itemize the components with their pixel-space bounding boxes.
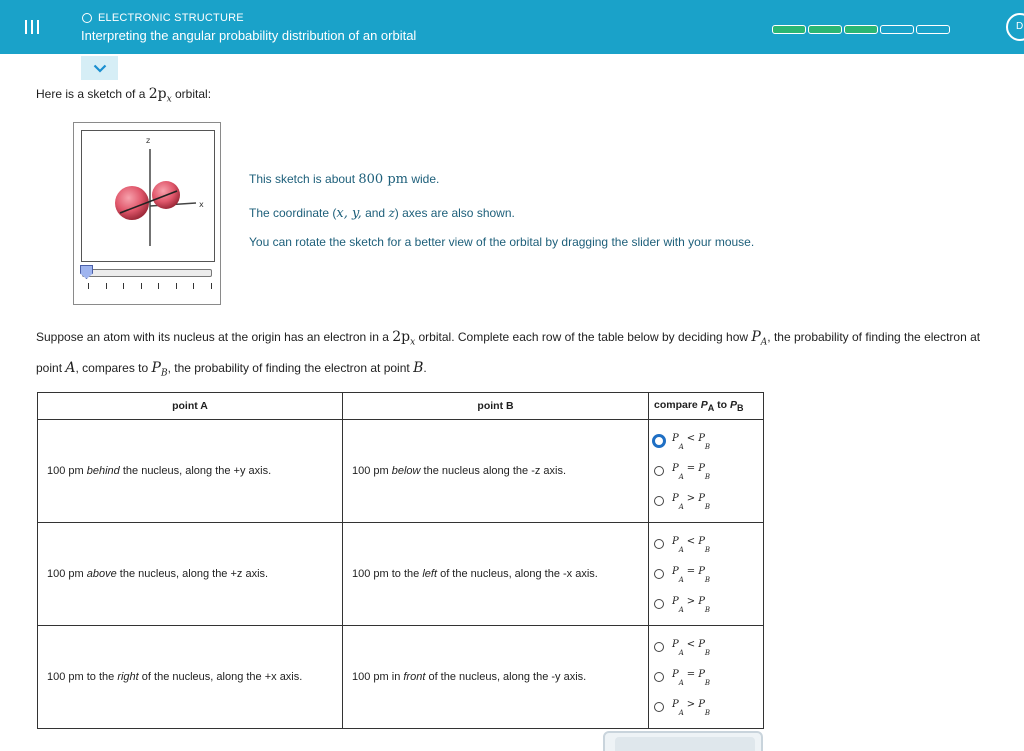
compare-option[interactable] bbox=[652, 692, 763, 722]
header-point-b: point B bbox=[343, 393, 649, 420]
hamburger-icon bbox=[25, 20, 39, 34]
point-a-cell: 100 pm behind the nucleus, along the +y axis. bbox=[38, 420, 343, 523]
compare-cell bbox=[649, 626, 764, 729]
side-panel-letter: D bbox=[1016, 21, 1024, 32]
point-a-cell: 100 pm above the nucleus, along the +z axis. bbox=[38, 523, 343, 626]
radio-button[interactable] bbox=[654, 496, 664, 506]
side-panel-button[interactable] bbox=[1006, 13, 1024, 41]
answer-toolbar bbox=[603, 731, 763, 751]
table-row bbox=[38, 626, 764, 729]
compare-option[interactable] bbox=[652, 486, 763, 516]
radio-button[interactable] bbox=[654, 702, 664, 712]
compare-expression: $P_A= P_B$ bbox=[672, 565, 711, 584]
compare-expression: $P_A> P_B$ bbox=[672, 595, 711, 614]
orbital-graphic bbox=[82, 131, 214, 261]
point-b-cell: 100 pm to the left of the nucleus, along the -x axis. bbox=[343, 523, 649, 626]
header-point-a: point A bbox=[38, 393, 343, 420]
point-b-cell: 100 pm in front of the nucleus, along the -y axis. bbox=[343, 626, 649, 729]
compare-expression: $P_A> P_B$ bbox=[672, 492, 711, 511]
point-b-cell: 100 pm below the nucleus along the -z axis. bbox=[343, 420, 649, 523]
rotation-slider-track[interactable] bbox=[82, 269, 212, 277]
compare-option[interactable] bbox=[652, 632, 763, 662]
compare-option[interactable] bbox=[652, 426, 763, 456]
radio-button[interactable] bbox=[654, 672, 664, 682]
progress-segment bbox=[880, 25, 914, 34]
compare-expression: $P_A= P_B$ bbox=[672, 462, 711, 481]
table-row bbox=[38, 523, 764, 626]
x-axis-label: x bbox=[199, 200, 204, 209]
progress-bar bbox=[772, 25, 950, 34]
compare-expression: $P_A< P_B$ bbox=[672, 432, 711, 451]
point-a-cell: 100 pm to the right of the nucleus, along the +x axis. bbox=[38, 626, 343, 729]
orbital-sketch-panel bbox=[73, 122, 221, 305]
compare-expression: $P_A< P_B$ bbox=[672, 638, 711, 657]
compare-option[interactable] bbox=[652, 456, 763, 486]
radio-button[interactable] bbox=[654, 539, 664, 549]
compare-expression: $P_A= P_B$ bbox=[672, 668, 711, 687]
radio-button[interactable] bbox=[652, 434, 666, 448]
question-prompt: Suppose an atom with its nucleus at the origin has an electron in a $2p_x$ orbital. Complete each row of the table below by deciding how $P_A$, the probability of finding the electron at point A, compares to $P_B$, the probability of finding the electron at point B. bbox=[36, 329, 981, 379]
compare-expression: $P_A> P_B$ bbox=[672, 698, 711, 717]
section-circle-icon bbox=[82, 13, 92, 23]
menu-button[interactable] bbox=[0, 0, 64, 54]
compare-cell bbox=[649, 420, 764, 523]
axes-note: The coordinate (x, y, and z) axes are also shown. bbox=[249, 206, 515, 221]
progress-segment bbox=[772, 25, 806, 34]
table-row bbox=[38, 420, 764, 523]
section-breadcrumb bbox=[82, 12, 244, 24]
progress-segment bbox=[808, 25, 842, 34]
compare-cell bbox=[649, 523, 764, 626]
top-header bbox=[0, 0, 1024, 54]
compare-option[interactable] bbox=[652, 559, 763, 589]
sketch-width-note: This sketch is about 800 pm wide. bbox=[249, 172, 440, 187]
compare-option[interactable] bbox=[652, 589, 763, 619]
answer-toolbar-buttons[interactable] bbox=[615, 737, 755, 751]
comparison-table bbox=[37, 392, 764, 729]
page-title: Interpreting the angular probability distribution of an orbital bbox=[81, 28, 417, 43]
chevron-down-icon bbox=[93, 64, 107, 73]
radio-button[interactable] bbox=[654, 569, 664, 579]
orbital-viewport[interactable] bbox=[81, 130, 215, 262]
rotate-note: You can rotate the sketch for a better view of the orbital by dragging the slider with your mouse. bbox=[249, 235, 755, 249]
header-compare: compare $P_A$ to $P_B$ bbox=[649, 393, 764, 420]
collapse-toggle[interactable] bbox=[81, 56, 118, 80]
compare-option[interactable] bbox=[652, 662, 763, 692]
progress-segment bbox=[916, 25, 950, 34]
section-label: ELECTRONIC STRUCTURE bbox=[98, 12, 244, 24]
radio-button[interactable] bbox=[654, 642, 664, 652]
intro-text: Here is a sketch of a $2p_x$ orbital: bbox=[36, 86, 212, 105]
progress-segment bbox=[844, 25, 878, 34]
compare-expression: $P_A< P_B$ bbox=[672, 535, 711, 554]
radio-button[interactable] bbox=[654, 599, 664, 609]
slider-ticks bbox=[88, 283, 212, 289]
compare-option[interactable] bbox=[652, 529, 763, 559]
radio-button[interactable] bbox=[654, 466, 664, 476]
z-axis-label: z bbox=[146, 136, 151, 145]
